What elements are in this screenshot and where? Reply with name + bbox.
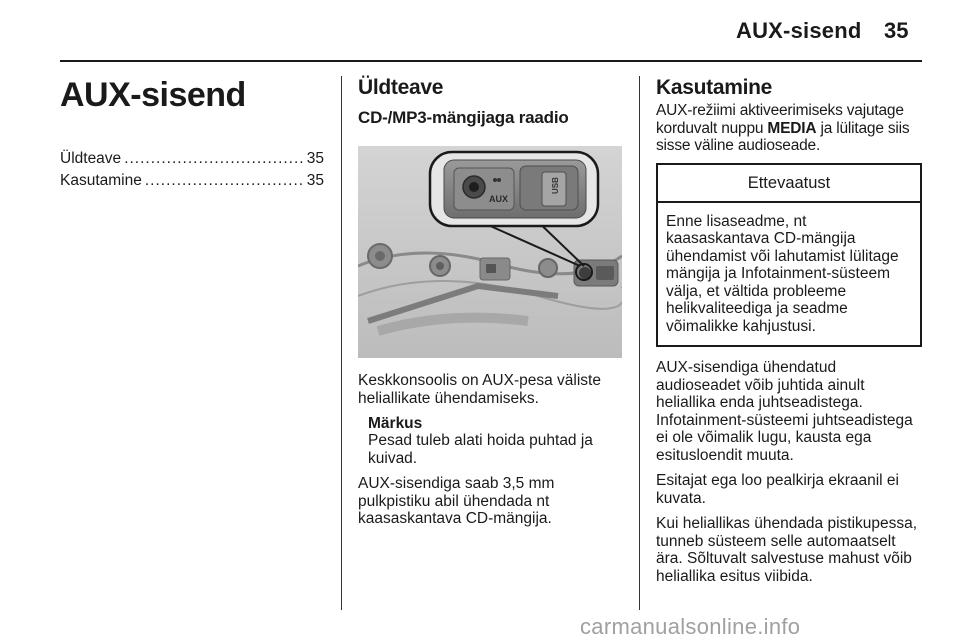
caution-text: Enne lisaseadme, nt kaasaskantava CD-mängija ühendamist või lahutamist lülitage mängija ja Infotainment-süsteem välja, et vältida probleeme helikvaliteediga ja seadme võimalikke kahjustusi. bbox=[666, 212, 899, 335]
toc-leader-dots bbox=[145, 172, 304, 190]
note-title: Märkus bbox=[368, 415, 423, 432]
toc-entry-label: Üldteave bbox=[60, 150, 122, 167]
page-number: 35 bbox=[884, 18, 909, 43]
running-header-title: AUX-sisend bbox=[736, 18, 862, 43]
paragraph-auto-detect: Kui heliallikas ühendada pistikupessa, tunneb süsteem selle automaatselt ära. Sõltuvalt salvestuse mahust võib heliallika esitus viibida. bbox=[656, 515, 918, 585]
chapter-title: AUX-sisend bbox=[60, 76, 246, 114]
paragraph-controls: AUX-sisendiga ühendatud audioseadet võib juhtida ainult heliallika enda juhtseadistega. Infotainment-süsteemi juhtseadistega ei ole võimalik lugu, kausta ega esitusloendit muuta. bbox=[656, 359, 913, 464]
watermark: carmanualsonline.info bbox=[580, 614, 801, 639]
note-block bbox=[368, 415, 622, 467]
note-text: Pesad tuleb alati hoida puhtad ja kuivad. bbox=[368, 432, 593, 467]
toc-entry-label: Kasutamine bbox=[60, 172, 142, 189]
toc-entry-general[interactable] bbox=[60, 150, 324, 172]
toc-leader-dots bbox=[124, 150, 304, 168]
usage-section bbox=[656, 76, 922, 593]
general-info-body bbox=[358, 372, 622, 536]
general-info-section bbox=[358, 76, 622, 128]
caution-box bbox=[656, 163, 922, 348]
table-of-contents bbox=[60, 150, 324, 194]
header-rule bbox=[60, 60, 922, 62]
paragraph-35mm-plug: AUX-sisendiga saab 3,5 mm pulkpistiku abil ühendada nt kaasaskantava CD-mängija. bbox=[358, 475, 555, 527]
aux-label-text: AUX bbox=[489, 194, 509, 204]
usage-intro bbox=[656, 102, 922, 155]
section-title-general: Üldteave bbox=[358, 76, 444, 99]
column-divider bbox=[341, 76, 342, 610]
usb-label-text: USB bbox=[551, 177, 560, 194]
usage-intro-text-end: ja lülitage siis sisse väline audioseade. bbox=[656, 119, 910, 154]
toc-entry-page: 35 bbox=[306, 172, 324, 189]
aux-socket-illustration bbox=[358, 146, 622, 358]
caution-title: Ettevaatust bbox=[658, 165, 920, 203]
section-title-usage: Kasutamine bbox=[656, 76, 773, 99]
paragraph-no-title: Esitajat ega loo pealkirja ekraanil ei kuvata. bbox=[656, 472, 899, 507]
paragraph-aux-socket: Keskkonsoolis on AUX-pesa väliste heliallikate ühendamiseks. bbox=[358, 372, 601, 407]
subsection-title-radio: CD-/MP3-mängijaga raadio bbox=[358, 108, 569, 127]
toc-entry-page: 35 bbox=[306, 150, 324, 167]
column-divider bbox=[639, 76, 640, 610]
toc-entry-usage[interactable] bbox=[60, 172, 324, 194]
media-button-label: MEDIA bbox=[767, 119, 817, 137]
usage-intro-text: AUX-režiimi aktiveerimiseks vajutage korduvalt nuppu bbox=[656, 102, 904, 137]
